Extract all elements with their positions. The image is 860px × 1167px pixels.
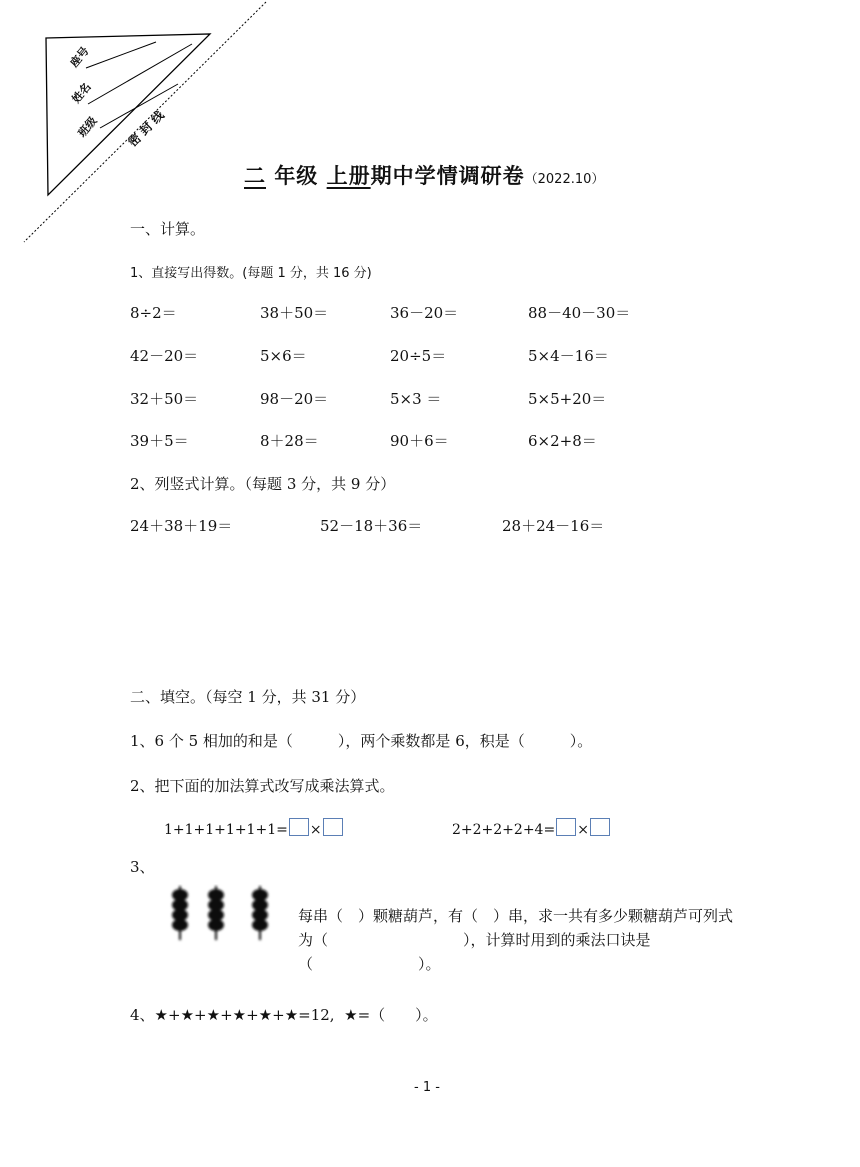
plus-sign: + [272,1006,285,1024]
plus-sign: + [246,1006,259,1024]
calc-cell: 20÷5＝ [390,347,447,365]
star-icon: ★ [258,1006,273,1024]
fill-q2-left [164,818,344,838]
calc-cell: 8＋28＝ [260,432,319,450]
section2-heading: 二、填空。（每空 1 分，共 31 分） [130,688,366,706]
fill-q1: 1、6 个 5 相加的和是（ ），两个乘数都是 6，积是（ ）。 [130,732,593,750]
title-grade-suffix: 年级 [274,163,319,188]
plus-sign: + [168,1006,181,1024]
right-expression: 2+2+2+2+4= [452,822,556,838]
fill-q4-answer: ★=（ ）。 [344,1006,438,1024]
seat-label: 座号 [67,44,92,70]
star-icon: ★ [154,1006,168,1024]
plus-sign: + [194,1006,207,1024]
calc-cell: 39＋5＝ [130,432,189,450]
vertical-calc-item: 28＋24－16＝ [502,517,605,535]
seal-corner-graphic [0,0,270,250]
vertical-calc-item: 52－18＋36＝ [320,517,423,535]
calc-cell: 8÷2＝ [130,304,177,322]
calc-cell: 32＋50＝ [130,390,199,408]
section1-heading: 一、计算。 [130,220,206,238]
fill-q3-text: 每串（ ）颗糖葫芦，有（ ）串，求一共有多少颗糖葫芦可列式为（ ），计算时用到的乘法口诀是（ ）。 [298,907,734,973]
title-grade: 二 [244,163,266,188]
answer-box[interactable] [590,818,610,836]
fill-q2-label: 2、把下面的加法算式改写成乘法算式。 [130,777,395,795]
answer-box[interactable] [323,818,343,836]
q1-label: 1、直接写出得数。(每题 1 分，共 16 分) [130,266,372,281]
fill-q3-number: 3、 [130,858,155,876]
fill-q4 [130,1004,438,1025]
calc-cell: 5×6＝ [260,347,307,365]
calc-cell: 6×2+8＝ [528,432,597,450]
plus-sign: + [220,1006,233,1024]
candied-haws-skewers-icon [162,884,282,944]
answer-box[interactable] [556,818,576,836]
title-exam: 期中学情调研卷 [370,163,525,188]
name-label: 姓名 [69,80,94,106]
left-expression: 1+1+1+1+1+1= [164,822,288,838]
times-sign: × [577,822,589,838]
q2-label: 2、列竖式计算。（每题 3 分，共 9 分） [130,475,396,493]
calc-cell: 90＋6＝ [390,432,449,450]
title-term: 上册 [326,163,371,188]
calc-cell: 88－40－30＝ [528,304,631,322]
calc-cell: 5×5+20＝ [528,390,607,408]
calc-cell: 38＋50＝ [260,304,329,322]
calc-cell: 5×4－16＝ [528,347,609,365]
equals-text: =12, [298,1006,335,1024]
times-sign: × [309,822,322,838]
star-icon: ★ [284,1006,299,1024]
page-title [244,160,604,190]
fill-q4-number: 4、 [130,1006,155,1024]
page-number: - 1 - [414,1080,440,1095]
vertical-calc-item: 24＋38＋19＝ [130,517,233,535]
calc-cell: 42－20＝ [130,347,199,365]
title-date: （2022.10） [524,172,605,187]
class-label: 班级 [75,114,100,140]
seal-line-label: 密 封 线 [125,108,167,150]
star-icon: ★ [232,1006,247,1024]
answer-box[interactable] [289,818,309,836]
calc-cell: 36－20＝ [390,304,459,322]
star-icon: ★ [180,1006,195,1024]
calc-cell: 5×3 ＝ [390,390,442,408]
star-icon: ★ [206,1006,221,1024]
calc-cell: 98－20＝ [260,390,329,408]
fill-q2-right [452,818,611,838]
